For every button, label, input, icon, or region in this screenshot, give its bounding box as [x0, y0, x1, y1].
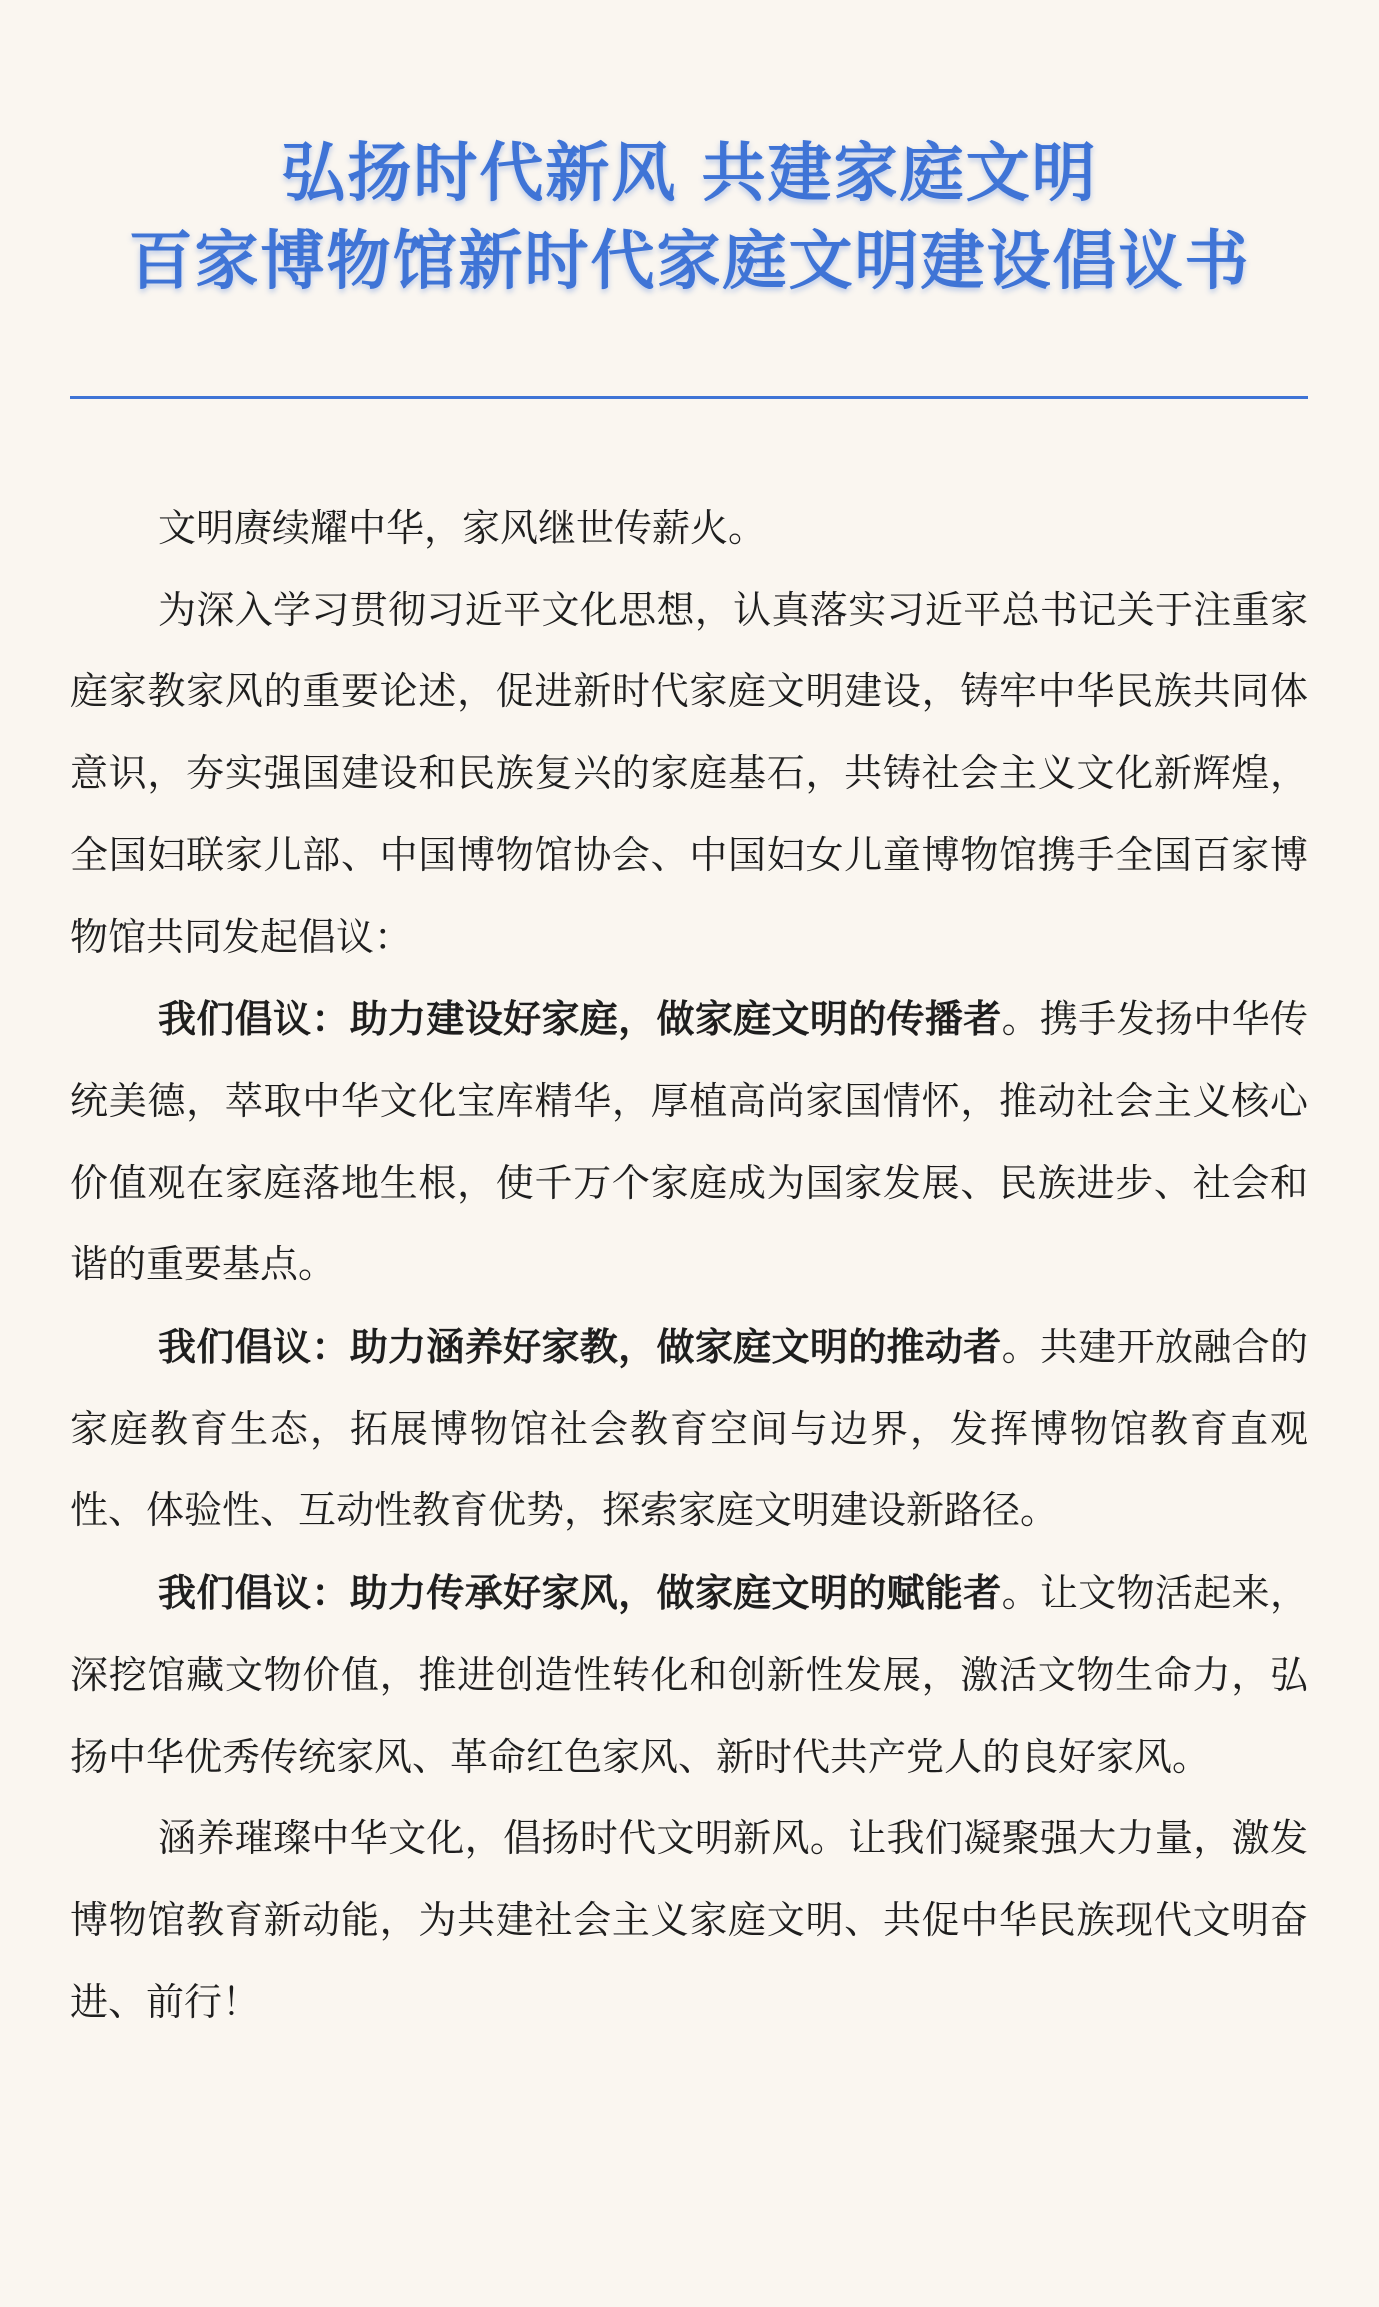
paragraph-proposal-2: [70, 1306, 1308, 1552]
paragraph-closing: 涵养璀璨中华文化，倡扬时代文明新风。让我们凝聚强大力量，激发博物馆教育新动能，为共建社会主义家庭文明、共促中华民族现代文明奋进、前行！: [70, 1816, 1308, 2024]
proposal-2-text: 。共建开放融合的家庭教育生态，拓展博物馆社会教育空间与边界，发挥博物馆教育直观性、体验性、互动性教育优势，探索家庭文明建设新路径。: [70, 1325, 1308, 1533]
title-divider: [70, 396, 1308, 399]
proposal-1-heading: 我们倡议：助力建设好家庭，做家庭文明的传播者: [158, 996, 1002, 1042]
proposal-2-heading: 我们倡议：助力涵养好家教，做家庭文明的推动者: [158, 1324, 1002, 1370]
title-line-2: 百家博物馆新时代家庭文明建设倡议书: [128, 224, 1251, 299]
paragraph-background: 为深入学习贯彻习近平文化思想，认真落实习近平总书记关于注重家庭家教家风的重要论述，促进新时代家庭文明建设，铸牢中华民族共同体意识，夯实强国建设和民族复兴的家庭基石，共铸社会主义文化新辉煌，全国妇联家儿部、中国博物馆协会、中国妇女儿童博物馆携手全国百家博物馆共同发起倡议：: [70, 587, 1308, 959]
paragraph-proposal-1: [70, 978, 1308, 1306]
proposal-3-text: 。让文物活起来，深挖馆藏文物价值，推进创造性转化和创新性发展，激活文物生命力，弘扬中华优秀传统家风、革命红色家风、新时代共产党人的良好家风。: [70, 1571, 1308, 1779]
title-line-1: 弘扬时代新风 共建家庭文明: [281, 136, 1098, 211]
paragraph-proposal-3: [70, 1552, 1308, 1798]
document-title: [0, 130, 1379, 306]
document-body: [70, 488, 1308, 2043]
proposal-3-heading: 我们倡议：助力传承好家风，做家庭文明的赋能者: [158, 1570, 1002, 1616]
proposal-1-text: 。携手发扬中华传统美德，萃取中华文化宝库精华，厚植高尚家国情怀，推动社会主义核心价值观在家庭落地生根，使千万个家庭成为国家发展、民族进步、社会和谐的重要基点。: [70, 997, 1308, 1287]
paragraph-opening: 文明赓续耀中华，家风继世传薪火。: [158, 506, 767, 550]
